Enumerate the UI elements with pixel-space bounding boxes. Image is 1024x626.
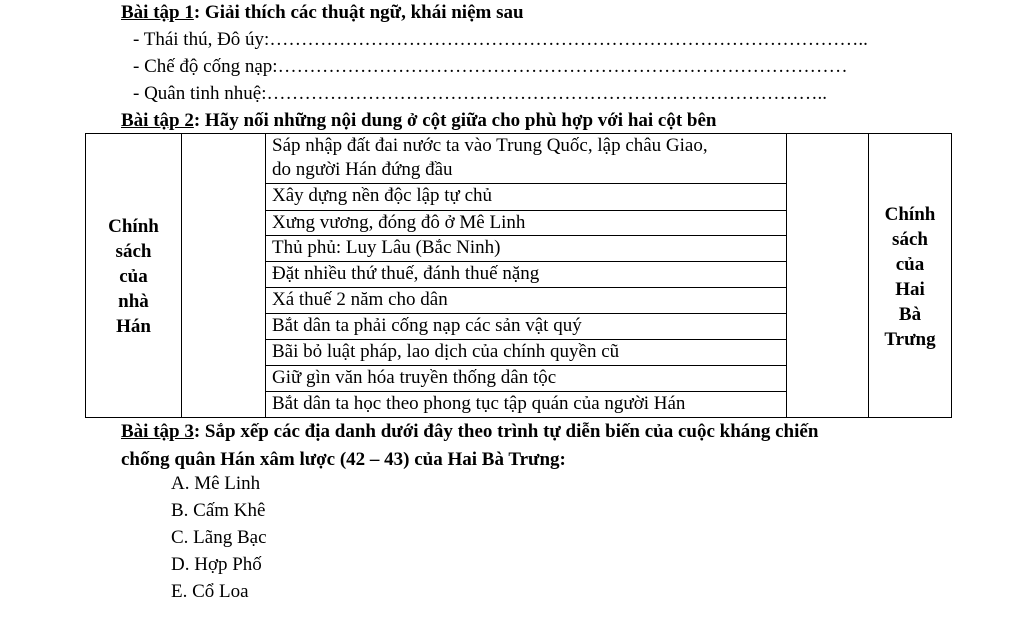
place-option: D. Hợp Phố [171, 554, 262, 575]
exercise-2-title [121, 110, 717, 132]
place-option: C. Lãng Bạc [171, 527, 267, 548]
table-row[interactable]: Bắt dân ta phải cống nạp các sản vật quý [265, 314, 786, 340]
right-column-header: Chính sách của Hai Bà Trưng [884, 204, 936, 350]
item-term: - Quân tinh nhuệ: [133, 83, 267, 104]
table-row[interactable]: Đặt nhiều thứ thuế, đánh thuế nặng [265, 262, 786, 288]
exercise-1-title [121, 2, 524, 24]
answer-blank[interactable]: ………………………………………………………………………………….. [269, 29, 868, 50]
answer-blank[interactable]: …………………………………………………………………………….. [266, 83, 828, 104]
table-row[interactable]: Xây dựng nền độc lập tự chủ [265, 184, 786, 211]
place-option: B. Cấm Khê [171, 500, 266, 521]
exercise-3-text: : Sắp xếp các địa danh dưới đây theo trình tự diễn biến của cuộc kháng chiến [193, 421, 819, 442]
exercise-1-item [133, 83, 827, 105]
exercise-1-item [133, 29, 868, 51]
exercise-3-label: Bài tập 3 [121, 421, 194, 442]
right-match-column[interactable] [787, 134, 868, 417]
left-column-header: Chính sách của nhà Hán [108, 216, 159, 337]
table-row[interactable]: Sáp nhập đất đai nước ta vào Trung Quốc, lập châu Giao, do người Hán đứng đầu [265, 134, 786, 184]
table-row[interactable]: Xá thuế 2 năm cho dân [265, 288, 786, 314]
exercise-3-title-line2: chống quân Hán xâm lược (42 – 43) của Hai Bà Trưng: [121, 449, 566, 470]
table-row[interactable]: Bãi bỏ luật pháp, lao dịch của chính quyền cũ [265, 340, 786, 366]
place-option: A. Mê Linh [171, 473, 261, 494]
left-match-column[interactable] [182, 134, 265, 417]
answer-blank[interactable]: ……………………………………………………………………………… [277, 56, 848, 77]
exercise-2-label: Bài tập 2 [121, 110, 194, 131]
table-row[interactable]: Xưng vương, đóng đô ở Mê Linh [265, 211, 786, 236]
table-row[interactable]: Giữ gìn văn hóa truyền thống dân tộc [265, 366, 786, 392]
exercise-1-label: Bài tập 1 [121, 2, 194, 23]
exercise-3-title [121, 421, 818, 443]
table-row[interactable]: Thủ phủ: Luy Lâu (Bắc Ninh) [265, 236, 786, 262]
item-term: - Thái thú, Đô úy: [133, 29, 270, 50]
item-term: - Chế độ cống nạp: [133, 56, 278, 77]
exercise-1-item [133, 56, 848, 78]
table-row[interactable]: Bắt dân ta học theo phong tục tập quán của người Hán [272, 393, 686, 414]
exercise-1-text: : Giải thích các thuật ngữ, khái niệm sau [193, 2, 524, 23]
exercise-2-text: : Hãy nối những nội dung ở cột giữa cho phù hợp với hai cột bên [193, 110, 717, 131]
place-option: E. Cổ Loa [171, 581, 249, 602]
